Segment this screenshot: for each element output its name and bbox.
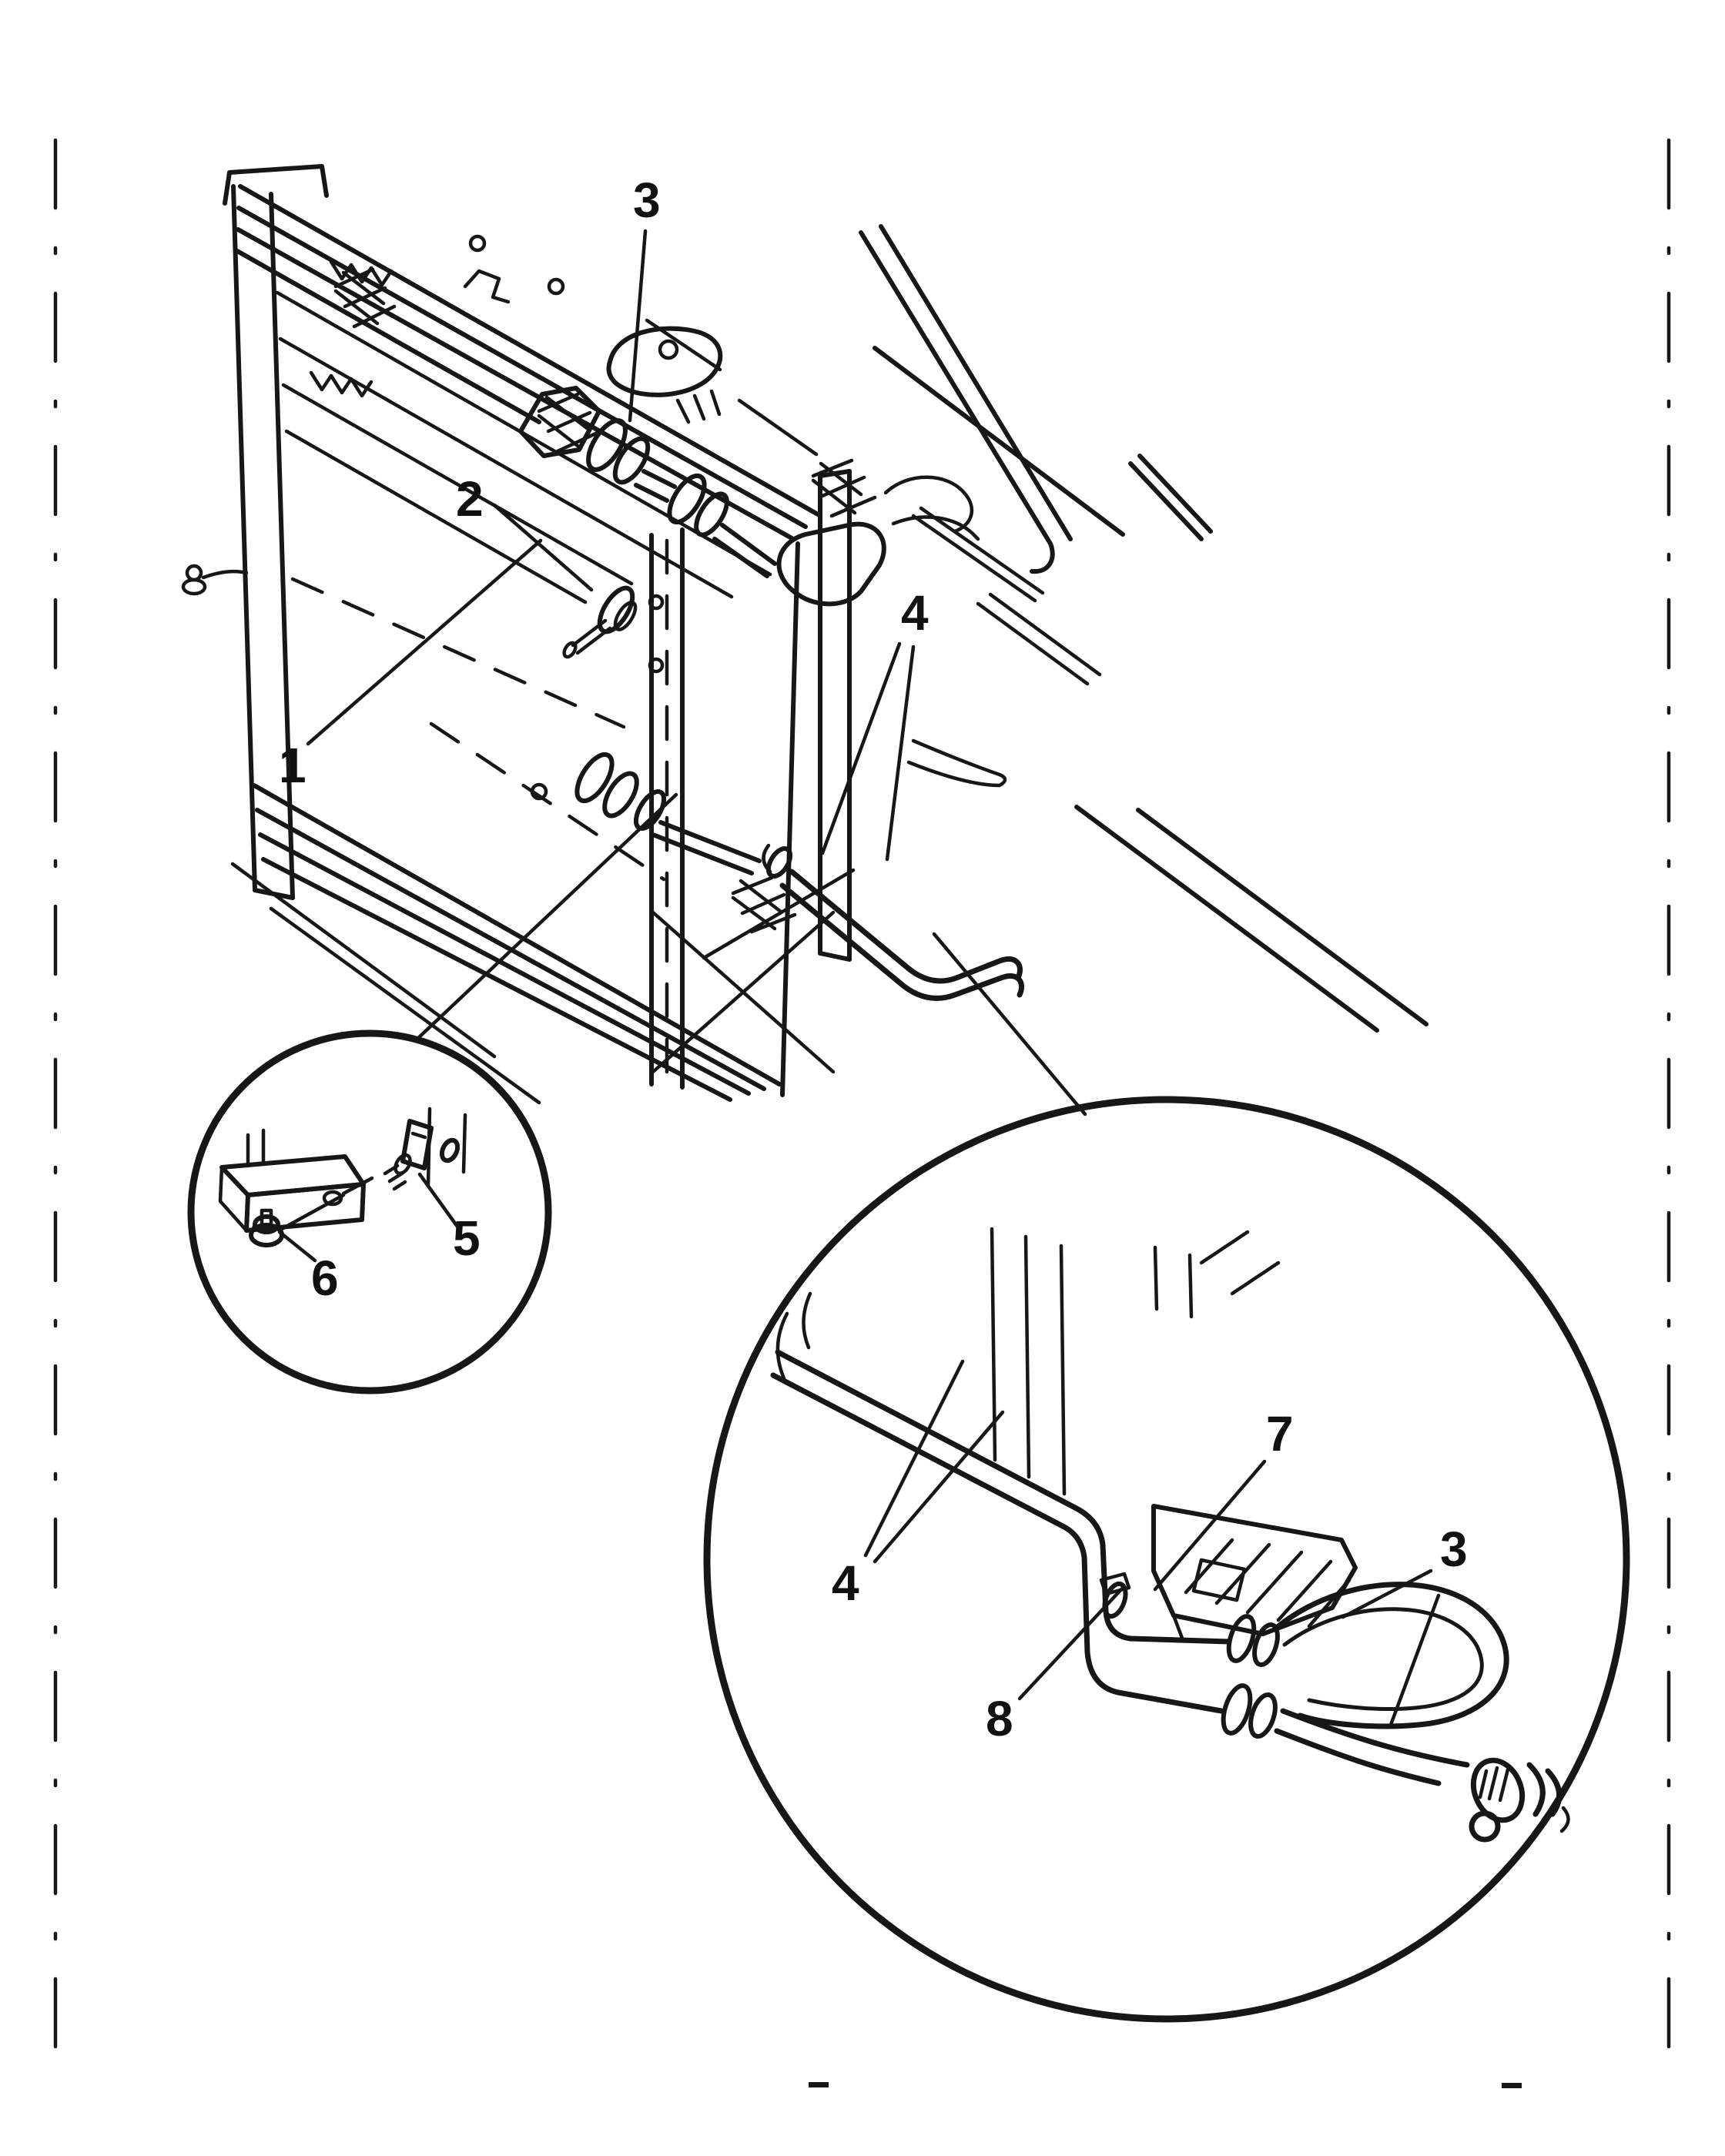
clip-bolt: [183, 566, 246, 594]
callout-2: 2: [456, 471, 484, 527]
radiator-core: [233, 293, 798, 1103]
support-channel: [650, 530, 853, 1087]
callout-8: 8: [986, 1691, 1013, 1746]
inset-large: [707, 1100, 1626, 2019]
callout-1: 1: [279, 738, 306, 793]
hook-bracket: [779, 524, 884, 604]
callout-6: 6: [311, 1250, 339, 1306]
inset-cooler-tubes: [773, 1352, 1229, 1711]
callout-5: 5: [453, 1210, 481, 1266]
leader-1: [308, 541, 541, 744]
latch-bracket: [609, 329, 721, 395]
callouts-large-inset: [832, 1361, 1468, 1746]
detail-circle-small: [191, 1033, 548, 1391]
callout-3: 3: [633, 172, 661, 228]
leader-6: [280, 1232, 315, 1260]
callout-7: 7: [1266, 1406, 1294, 1461]
callout-3-inset: 3: [1440, 1522, 1468, 1577]
nut: [251, 1195, 343, 1245]
bracket: [220, 1130, 363, 1230]
callout-4-inset: 4: [832, 1555, 859, 1611]
leader-4a-inset: [866, 1361, 963, 1555]
bottom-scan-dash: [809, 2082, 829, 2087]
main-view: [183, 166, 1426, 1114]
cooler-line-lower: [570, 749, 1021, 999]
hose-lower: [1277, 1711, 1569, 1840]
callout-4: 4: [901, 585, 929, 641]
hose-loop: [1278, 1585, 1506, 1726]
bottom-scan-dash: [1502, 2083, 1522, 2088]
background-lines: [992, 1229, 1278, 1494]
spring-clamp-fingers: [678, 391, 719, 422]
page-scan-artifacts: [55, 140, 1669, 2088]
leader-8: [1020, 1588, 1123, 1699]
leader-5: [420, 1174, 457, 1227]
leader-4b: [887, 647, 913, 859]
leader-4a: [822, 644, 899, 853]
inset-small: [191, 1033, 548, 1391]
